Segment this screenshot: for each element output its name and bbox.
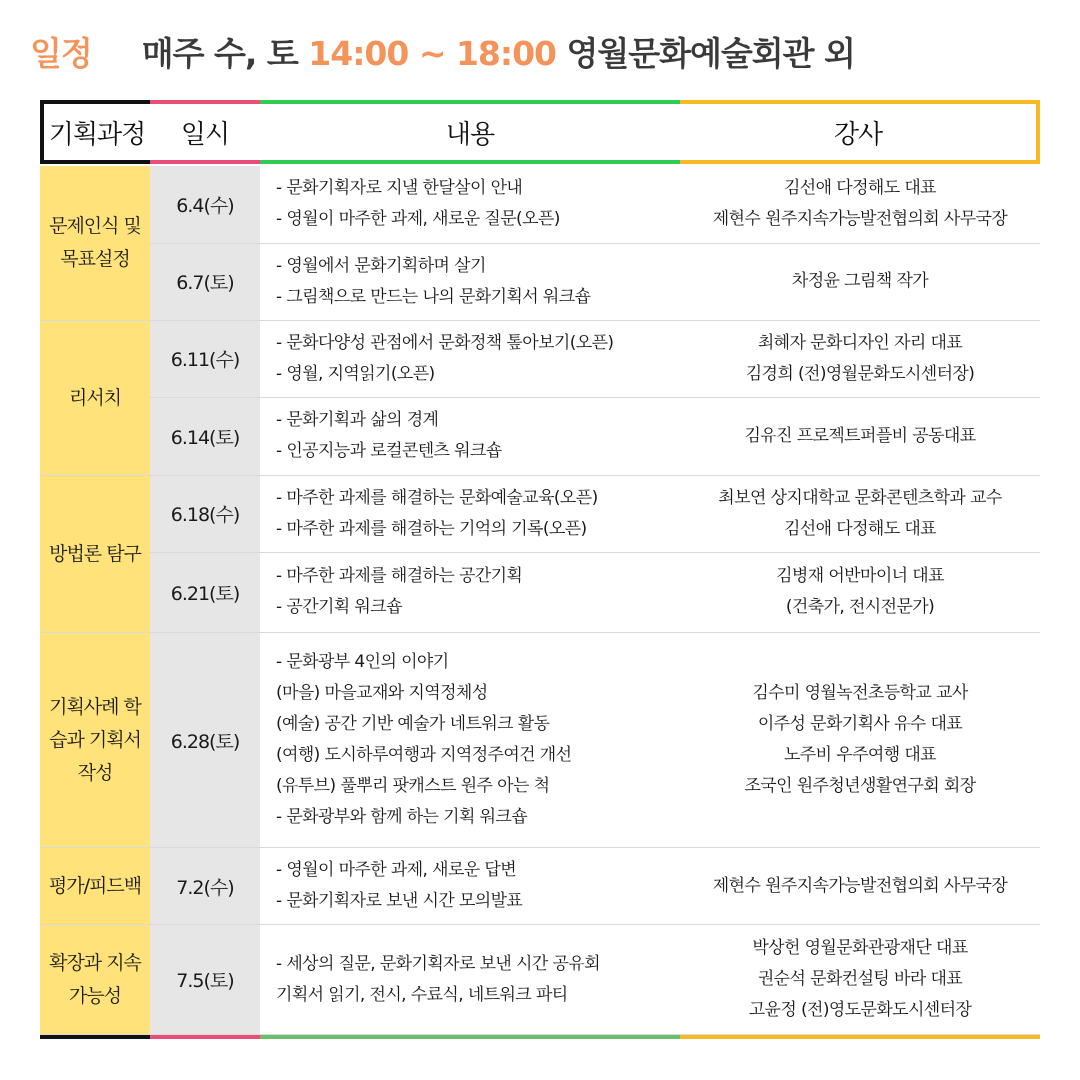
date-cell: 6.28(토) <box>150 633 260 847</box>
lecturer-cell <box>680 553 1040 632</box>
content-line: - 그림책으로 만드는 나의 문화기획서 워크숍 <box>276 286 591 307</box>
course-group <box>40 321 1040 476</box>
lecturer-line: 박상헌 영월문화관광재단 대표 <box>752 938 968 958</box>
column-header-lecturer: 강사 <box>680 100 1040 164</box>
column-header-course: 기획과정 <box>40 100 150 164</box>
date-cell: 6.4(수) <box>150 166 260 243</box>
course-group <box>40 848 1040 925</box>
schedule-header <box>30 26 1060 76</box>
date-cell: 6.14(토) <box>150 398 260 476</box>
table-row <box>150 848 1040 924</box>
date-cell: 6.7(토) <box>150 244 260 321</box>
course-name-line: 평가/피드백 <box>48 874 142 897</box>
table-row <box>150 398 1040 476</box>
footer-bar-content <box>260 1035 680 1039</box>
table-header <box>40 100 1040 164</box>
content-line: - 문화광부 4인의 이야기 <box>276 652 449 672</box>
lecturer-line: 최보연 상지대학교 문화콘텐츠학과 교수 <box>718 487 1002 508</box>
lecturer-cell <box>680 925 1040 1034</box>
content-line: - 마주한 과제를 해결하는 문화예술교육(오픈) <box>276 487 598 508</box>
table-row <box>150 925 1040 1034</box>
lecturer-line: (건축가, 전시전문가) <box>785 597 935 618</box>
course-cell <box>40 166 150 320</box>
column-header-content: 내용 <box>260 100 680 164</box>
lecturer-line: 권순석 문화컨설팅 바라 대표 <box>757 969 963 989</box>
content-cell <box>260 321 680 397</box>
lecturer-line: 노주비 우주여행 대표 <box>783 745 936 765</box>
date-cell: 7.5(토) <box>150 925 260 1034</box>
content-line: (마을) 마을교재와 지역정체성 <box>276 683 488 703</box>
footer-bar-date <box>150 1035 260 1039</box>
lecturer-cell <box>680 166 1040 243</box>
content-cell <box>260 166 680 243</box>
course-cell <box>40 476 150 632</box>
content-line: - 세상의 질문, 문화기획자로 보낸 시간 공유회 <box>276 953 600 974</box>
lecturer-line: 최혜자 문화디자인 자리 대표 <box>757 332 963 353</box>
lecturer-cell <box>680 633 1040 847</box>
lecturer-cell <box>680 244 1040 321</box>
course-name-line: 문제인식 및 <box>49 215 141 237</box>
footer-bar-course <box>40 1035 150 1039</box>
lecturer-cell <box>680 321 1040 397</box>
content-line: - 문화광부와 함께 하는 기획 워크숍 <box>276 807 528 827</box>
lecturer-line: 김선애 다정해도 대표 <box>783 178 936 199</box>
table-row <box>150 633 1040 847</box>
lecturer-cell <box>680 848 1040 924</box>
content-line: - 영월, 지역읽기(오픈) <box>276 363 435 384</box>
course-group <box>40 633 1040 848</box>
table-footer-bar <box>40 1035 1040 1039</box>
course-cell <box>40 925 150 1034</box>
lecturer-line: 차정윤 그림책 작가 <box>791 271 929 292</box>
course-name-line: 기획사례 학 <box>49 695 141 718</box>
date-cell: 6.21(토) <box>150 553 260 632</box>
course-cell <box>40 848 150 924</box>
course-cell <box>40 633 150 847</box>
footer-bar-lecturer <box>680 1035 1040 1039</box>
content-cell <box>260 848 680 924</box>
column-header-date: 일시 <box>150 100 260 164</box>
lecturer-line: 김병재 어반마이너 대표 <box>776 566 944 587</box>
course-name-line: 확장과 지속 <box>49 951 141 974</box>
lecturer-cell <box>680 476 1040 552</box>
content-line: - 영월이 마주한 과제, 새로운 질문(오픈) <box>276 209 560 230</box>
course-name-line: 습과 기획서 <box>49 728 141 751</box>
schedule-days: 매주 수, 토 <box>141 33 298 73</box>
date-cell: 7.2(수) <box>150 848 260 924</box>
lecturer-line: 제현수 원주지속가능발전협의회 사무국장 <box>712 875 1008 896</box>
content-line: (유투브) 풀뿌리 팟캐스트 원주 아는 척 <box>276 776 550 796</box>
schedule-label: 일정 <box>30 33 92 73</box>
lecturer-line: 김경희 (전)영월문화도시센터장) <box>745 363 975 384</box>
content-line: - 공간기획 워크숍 <box>276 597 402 618</box>
content-line: - 영월에서 문화기획하며 살기 <box>276 255 486 276</box>
content-line: - 마주한 과제를 해결하는 공간기획 <box>276 566 523 587</box>
content-cell <box>260 553 680 632</box>
course-name-line: 가능성 <box>68 984 122 1007</box>
lecturer-cell <box>680 398 1040 476</box>
table-row <box>150 321 1040 398</box>
content-cell <box>260 633 680 847</box>
table-row <box>150 244 1040 321</box>
course-name-line: 방법론 탐구 <box>49 542 141 565</box>
lecturer-line: 제현수 원주지속가능발전협의회 사무국장 <box>712 209 1008 230</box>
content-line: - 문화다양성 관점에서 문화정책 톺아보기(오픈) <box>276 332 614 353</box>
lecturer-line: 고윤정 (전)영도문화도시센터장 <box>748 1000 972 1020</box>
content-cell <box>260 398 680 476</box>
content-line: (예술) 공간 기반 예술가 네트워크 활동 <box>276 714 550 734</box>
schedule-venue: 영월문화예술회관 외 <box>566 33 855 73</box>
content-cell <box>260 244 680 321</box>
content-line: (여행) 도시하루여행과 지역정주여건 개선 <box>276 745 572 765</box>
date-cell: 6.18(수) <box>150 476 260 552</box>
content-line: - 인공지능과 로컬콘텐츠 워크숍 <box>276 441 502 462</box>
content-cell <box>260 476 680 552</box>
table-row <box>150 553 1040 632</box>
course-name-line: 목표설정 <box>60 248 130 270</box>
content-line: - 문화기획자로 보낸 시간 모의발표 <box>276 891 523 911</box>
course-group <box>40 476 1040 633</box>
lecturer-line: 김유진 프로젝트퍼플비 공동대표 <box>744 425 976 446</box>
table-row <box>150 476 1040 553</box>
content-cell <box>260 925 680 1034</box>
course-group <box>40 925 1040 1035</box>
schedule-time: 14:00 ~ 18:00 <box>308 33 557 73</box>
lecturer-line: 김선애 다정해도 대표 <box>783 518 936 539</box>
content-line: - 영월이 마주한 과제, 새로운 답변 <box>276 860 517 880</box>
content-line: - 문화기획자로 지낼 한달살이 안내 <box>276 178 523 199</box>
date-cell: 6.11(수) <box>150 321 260 397</box>
table-body <box>40 166 1040 1035</box>
lecturer-line: 이주성 문화기획사 유수 대표 <box>757 714 963 734</box>
course-name-line: 작성 <box>77 761 113 784</box>
program-table <box>40 100 1040 1039</box>
lecturer-line: 김수미 영월녹전초등학교 교사 <box>752 683 968 703</box>
course-name-line: 리서치 <box>68 386 122 409</box>
schedule-summary <box>142 28 855 75</box>
content-line: 기획서 읽기, 전시, 수료식, 네트워크 파티 <box>276 984 568 1005</box>
lecturer-line: 조국인 원주청년생활연구회 회장 <box>744 776 976 796</box>
content-line: - 문화기획과 삶의 경계 <box>276 410 439 431</box>
content-line: - 마주한 과제를 해결하는 기억의 기록(오픈) <box>276 518 587 539</box>
course-cell <box>40 321 150 475</box>
course-group <box>40 166 1040 321</box>
table-row <box>150 166 1040 244</box>
